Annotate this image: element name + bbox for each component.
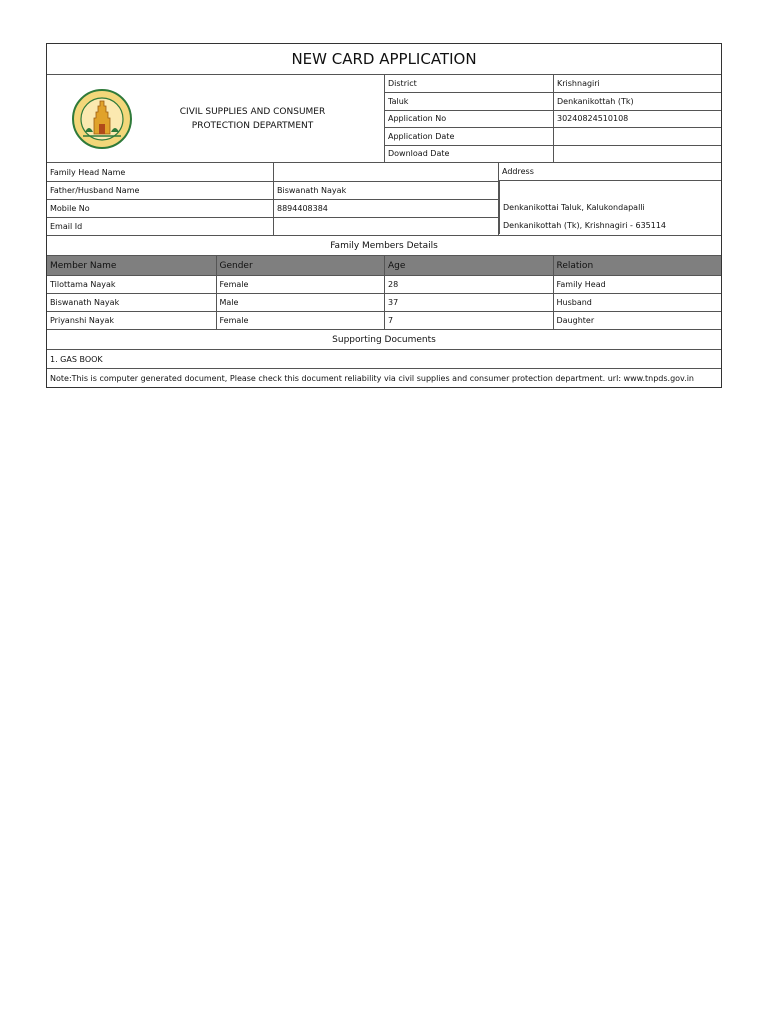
member-name-cell: Priyanshi Nayak: [50, 316, 115, 325]
document-item: 1. GAS BOOK: [50, 354, 103, 364]
family-head-label: Family Head Name: [50, 167, 126, 177]
title-row: [47, 44, 721, 74]
member-name-header: Member Name: [50, 260, 117, 271]
taluk-value: Denkanikottah (Tk): [553, 93, 721, 109]
age-header: Age: [384, 256, 553, 275]
gender-cell: Female: [216, 276, 385, 293]
members-section-row: [47, 235, 721, 255]
download-date-row: [385, 145, 721, 162]
mobile-value: 8894408384: [273, 200, 498, 217]
age-cell: 7: [384, 312, 553, 329]
district-value: Krishnagiri: [553, 75, 721, 92]
members-header-row: [47, 255, 721, 275]
age-cell: 37: [384, 294, 553, 311]
father-husband-label: Father/Husband Name: [50, 186, 140, 195]
form-title: NEW CARD APPLICATION: [291, 50, 477, 68]
gender-cell: Female: [216, 312, 385, 329]
address-spacer: [499, 181, 721, 198]
address-line-1: Denkanikottai Taluk, Kalukondapalli: [499, 198, 721, 216]
document-item-row: [47, 349, 721, 368]
age-cell: 28: [384, 276, 553, 293]
department-name: [133, 105, 384, 133]
department-line-1: CIVIL SUPPLIES AND CONSUMER: [179, 106, 326, 117]
note-row: [47, 368, 721, 387]
member-name-cell: Biswanath Nayak: [50, 298, 120, 307]
table-row: [47, 311, 721, 329]
application-details: [384, 75, 721, 162]
application-no-value: 30240824510108: [553, 111, 721, 127]
application-no-label: Application No: [388, 114, 447, 124]
member-name-cell: Tilottama Nayak: [50, 280, 116, 289]
table-row: [47, 275, 721, 293]
father-husband-value: Biswanath Nayak: [273, 182, 498, 199]
mobile-row: [47, 199, 498, 217]
email-label: Email Id: [50, 222, 83, 231]
table-row: [47, 293, 721, 311]
department-block: [47, 75, 384, 162]
documents-section-title: Supporting Documents: [332, 334, 436, 345]
family-head-details: [47, 163, 498, 235]
application-no-row: [385, 110, 721, 127]
header-block: [47, 74, 721, 162]
father-husband-row: [47, 181, 498, 199]
application-date-row: [385, 127, 721, 144]
email-row: [47, 217, 498, 235]
district-label: District: [388, 79, 417, 89]
family-head-block: [47, 162, 721, 235]
relation-cell: Husband: [553, 294, 722, 311]
address-label: Address: [499, 163, 721, 181]
download-date-value: [553, 146, 721, 162]
district-row: [385, 75, 721, 92]
documents-section-row: [47, 329, 721, 349]
government-emblem-icon: [71, 88, 133, 150]
gender-cell: Male: [216, 294, 385, 311]
family-head-value: [273, 163, 498, 181]
application-date-value: [553, 128, 721, 144]
address-line-2: Denkanikottah (Tk), Krishnagiri - 635114: [499, 216, 721, 234]
mobile-label: Mobile No: [50, 204, 90, 213]
download-date-label: Download Date: [388, 149, 450, 159]
email-value: [273, 218, 498, 235]
application-form: [46, 43, 722, 388]
address-block: [498, 163, 721, 235]
members-section-title: Family Members Details: [330, 240, 438, 251]
relation-header: Relation: [553, 256, 722, 275]
relation-cell: Daughter: [553, 312, 722, 329]
department-line-2: PROTECTION DEPARTMENT: [191, 120, 314, 131]
application-date-label: Application Date: [388, 131, 455, 141]
family-head-row: [47, 163, 498, 181]
gender-header: Gender: [216, 256, 385, 275]
taluk-label: Taluk: [388, 97, 409, 107]
taluk-row: [385, 92, 721, 109]
relation-cell: Family Head: [553, 276, 722, 293]
disclaimer-note: Note:This is computer generated document, Please check this document reliability via civil supplies and consumer protection department. url: www.tnpds.gov.in: [50, 373, 694, 383]
